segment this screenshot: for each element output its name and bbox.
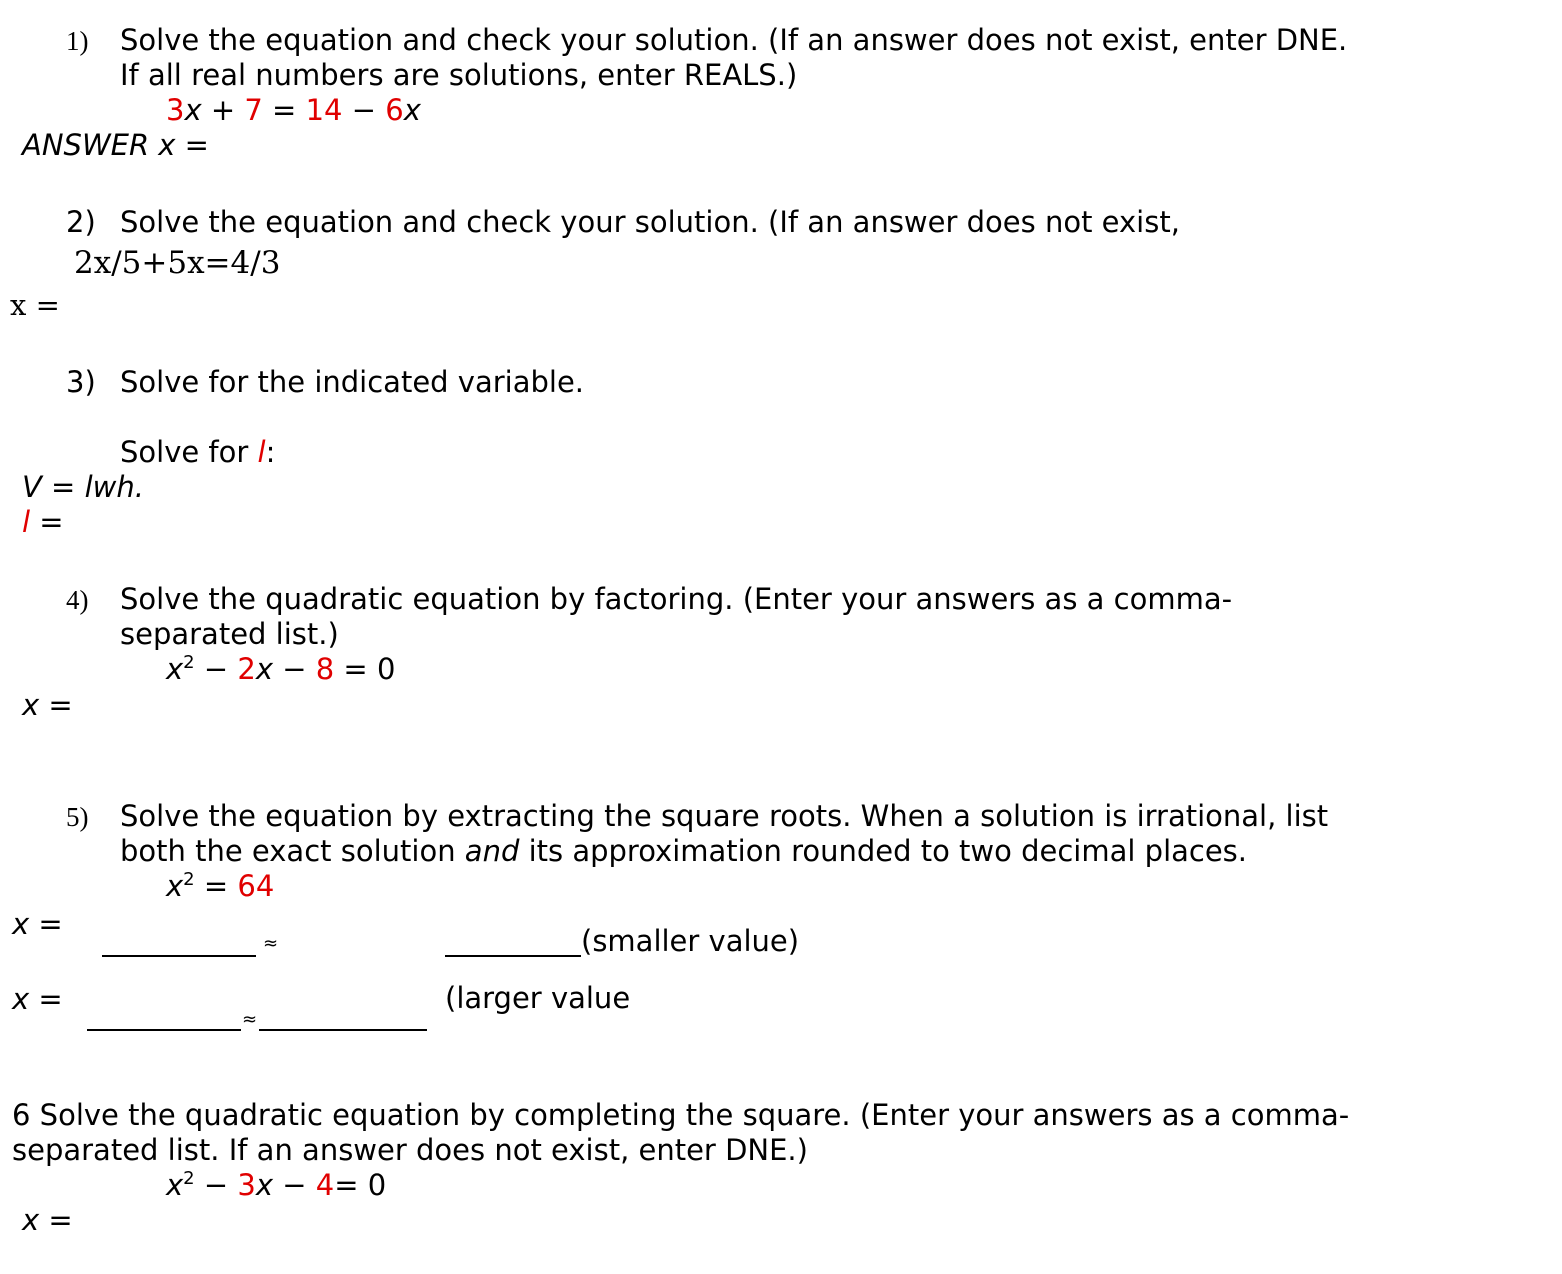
q5-instructions-line2 [120,834,1247,869]
q1-coef-a: 3 [166,93,185,127]
q1-op-plus: + [201,93,245,127]
q1-number: 1) [66,26,89,56]
q1-const-b: 7 [244,93,263,127]
q2-number: 2) [66,205,96,239]
q4-number: 4) [66,585,89,615]
q1-op-eq: = [262,93,306,127]
q6-const-c: 4 [315,1168,335,1202]
q4-var-2: x [255,652,273,686]
q4-const-c: 8 [315,652,335,686]
q5-row1-exact-blank[interactable] [102,955,256,957]
q5-row1-approx-blank[interactable] [445,955,581,957]
q6-exponent: 2 [183,1168,195,1189]
q5-row2-exact-blank[interactable] [87,1029,241,1031]
q1-const-c: 14 [305,93,343,127]
q3-solve-for [120,435,275,470]
q4-instructions-line1: Solve the quadratic equation by factoring. (Enter your answers as a comma- [120,582,1233,616]
q3-instructions-line1: Solve for the indicated variable. [120,365,584,399]
q5-exponent: 2 [183,869,195,890]
q6-equals-zero: = 0 [334,1168,387,1202]
q6-equation [166,1168,386,1203]
q6-var-2: x [255,1168,273,1202]
q5-row2-note: (larger value [445,981,631,1015]
q4-equation [166,652,395,687]
q1-instructions-line2: If all real numbers are solutions, enter REALS.) [120,58,798,92]
q5-const-c: 64 [237,869,275,903]
q3-answer-eq: = [30,505,64,539]
q1-var-2: x [403,93,421,127]
q2-answer-label: x = [10,288,60,322]
q5-var-x: x [166,869,184,903]
q6-answer-label: x = [22,1203,73,1237]
q4-exponent: 2 [183,652,195,673]
q2-instructions-line1: Solve the equation and check your solution. (If an answer does not exist, [120,205,1180,239]
q6-var-x: x [166,1168,184,1202]
q3-formula: V = lwh. [22,470,144,504]
q5-line2-emphasis: and [464,834,520,868]
q1-coef-d: 6 [385,93,404,127]
q4-answer-label: x = [22,688,73,722]
q4-instructions-line2: separated list.) [120,617,339,651]
q5-equation [166,869,274,904]
q3-answer-var: l [22,505,31,539]
q1-instructions-line1: Solve the equation and check your solution. (If an answer does not exist, enter DNE. [120,23,1348,57]
q5-row1-note: (smaller value) [581,924,800,958]
q5-line2-a: both the exact solution [120,834,465,868]
q3-solve-for-var: l [257,435,266,469]
q4-equals-zero: = 0 [334,652,396,686]
q5-row1-label: x = [12,907,63,941]
q1-var-1: x [184,93,202,127]
q3-number: 3) [66,365,96,399]
q3-answer-label [22,505,64,540]
q4-coef-b: 2 [237,652,256,686]
q4-op-minus-2: − [273,652,316,686]
q2-equation: 2x/5+5x=4/3 [74,245,281,281]
q4-var-x: x [166,652,184,686]
q5-line2-b: its approximation rounded to two decimal places. [519,834,1248,868]
q6-instructions-line2: separated list. If an answer does not exist, enter DNE.) [12,1133,808,1167]
q3-solve-for-suffix: : [265,435,276,469]
q6-coef-b: 3 [237,1168,256,1202]
q5-instructions-line1: Solve the equation by extracting the square roots. When a solution is irrational, list [120,799,1329,833]
q5-row2-approx-blank[interactable] [259,1029,427,1031]
q5-number: 5) [66,802,89,832]
q5-row2-label: x = [12,982,63,1016]
q1-equation [166,93,421,128]
q5-row2-approx-symbol: ≈ [242,1009,258,1030]
q6-op-minus-1: − [194,1168,238,1202]
q4-op-minus-1: − [194,652,238,686]
q1-answer-label: ANSWER x = [22,128,209,162]
q5-row1-approx-symbol: ≈ [263,933,279,954]
q1-op-minus: − [342,93,386,127]
q5-op-eq: = [194,869,238,903]
q6-op-minus-2: − [273,1168,316,1202]
q6-instructions-line1: 6 Solve the quadratic equation by completing the square. (Enter your answers as a comma- [12,1098,1350,1132]
q3-solve-for-prefix: Solve for [120,435,258,469]
